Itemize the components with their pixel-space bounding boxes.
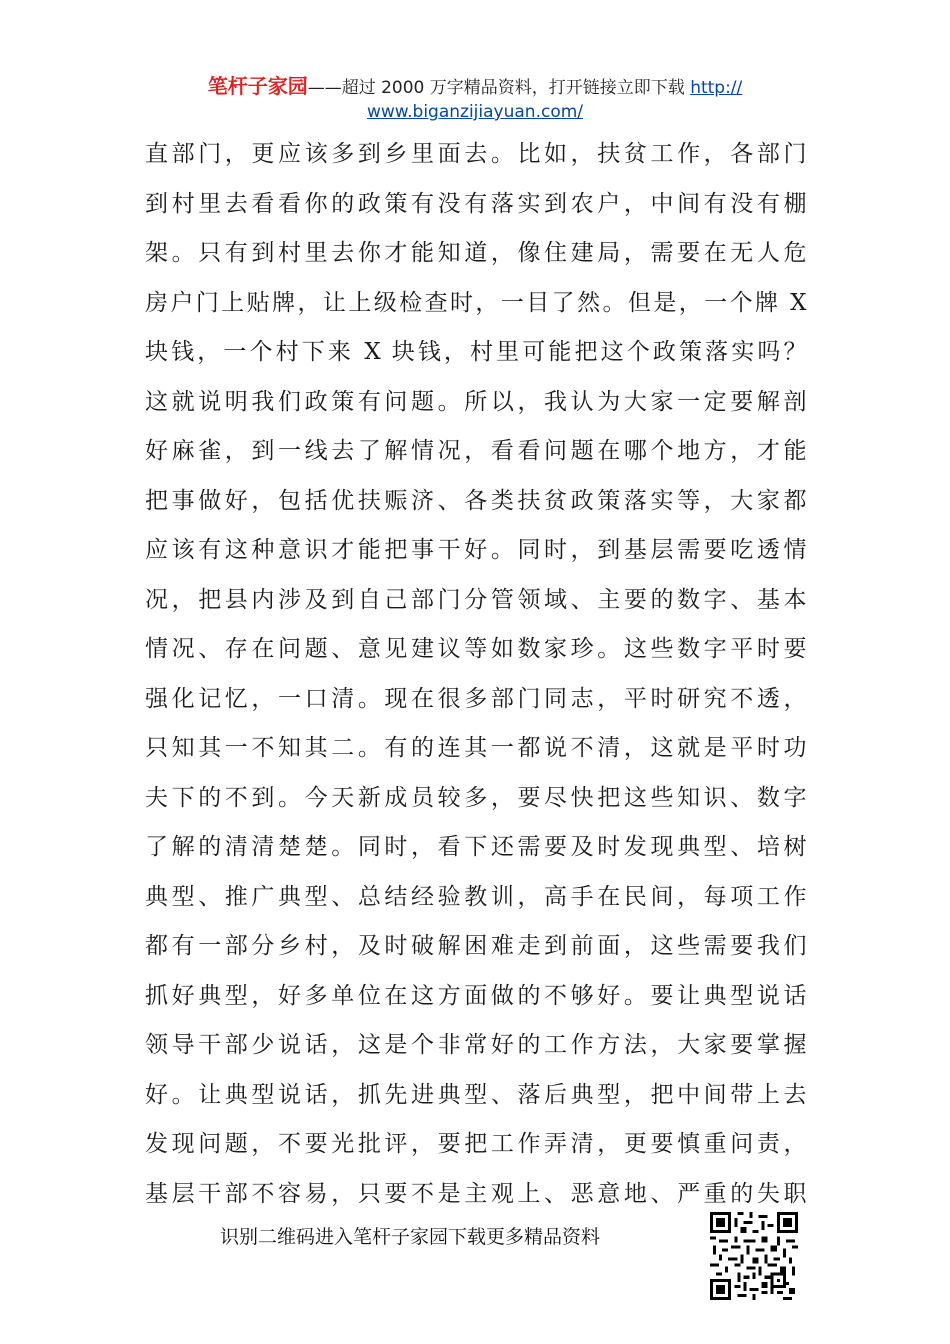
page-header xyxy=(0,74,950,124)
body-line: 块钱，一个村下来 X 块钱，村里可能把这个政策落实吗？ xyxy=(145,339,807,365)
body-line: 发现问题，不要光批评，要把工作弄清，更要慎重问责， xyxy=(145,1131,807,1157)
download-link-part-2[interactable]: www.biganzijiayuan.com/ xyxy=(366,102,584,122)
footer-caption: 识别二维码进入笔杆子家园下载更多精品资料 xyxy=(220,1226,601,1248)
body-line: 只知其一不知其二。有的连其一都说不清，这就是平时功 xyxy=(145,735,807,761)
body-line: 把事做好，包括优扶赈济、各类扶贫政策落实等，大家都 xyxy=(145,487,807,514)
qr-code-icon[interactable] xyxy=(710,1212,798,1300)
body-line: 强化记忆，一口清。现在很多部门同志，平时研究不透， xyxy=(145,685,807,712)
brand-name: 笔杆子家园 xyxy=(207,74,308,98)
body-line: 况，把县内涉及到自己部门分管领域、主要的数字、基本 xyxy=(145,586,807,613)
body-line: 抓好典型，好多单位在这方面做的不够好。要让典型说话 xyxy=(145,982,807,1009)
body-line: 应该有这种意识才能把事干好。同时，到基层需要吃透情 xyxy=(145,537,807,563)
body-line: 都有一部分乡村，及时破解困难走到前面，这些需要我们 xyxy=(145,933,807,959)
body-line: 领导干部少说话，这是个非常好的工作方法，大家要掌握 xyxy=(145,1032,807,1058)
download-link-part-1[interactable]: http:// xyxy=(690,78,743,98)
body-line: 房户门上贴牌，让上级检查时，一目了然。但是，一个牌 X xyxy=(145,289,807,316)
header-tagline: ——超过 2000 万字精品资料，打开链接立即下载 xyxy=(307,78,691,98)
body-line: 好麻雀，到一线去了解情况，看看问题在哪个地方，才能 xyxy=(145,438,807,464)
body-line: 基层干部不容易，只要不是主观上、恶意地、严重的失职 xyxy=(145,1180,807,1207)
body-line: 架。只有到村里去你才能知道，像住建局，需要在无人危 xyxy=(145,240,807,266)
header-line-2 xyxy=(0,100,950,124)
header-line-1 xyxy=(0,74,950,100)
body-line: 了解的清清楚楚。同时，看下还需要及时发现典型、培树 xyxy=(145,834,807,860)
body-line: 到村里去看看你的政策有没有落实到农户，中间有没有棚 xyxy=(145,190,807,217)
body-line: 这就说明我们政策有问题。所以，我认为大家一定要解剖 xyxy=(145,388,807,415)
body-line: 好。让典型说话，抓先进典型、落后典型，把中间带上去 xyxy=(145,1081,807,1108)
body-line: 夫下的不到。今天新成员较多，要尽快把这些知识、数字 xyxy=(145,784,807,811)
body-line: 典型、推广典型、总结经验教训，高手在民间，每项工作 xyxy=(145,883,807,910)
body-line: 直部门，更应该多到乡里面去。比如，扶贫工作，各部门 xyxy=(145,141,807,167)
document-body xyxy=(145,130,807,1219)
body-line: 情况、存在问题、意见建议等如数家珍。这些数字平时要 xyxy=(145,636,807,662)
